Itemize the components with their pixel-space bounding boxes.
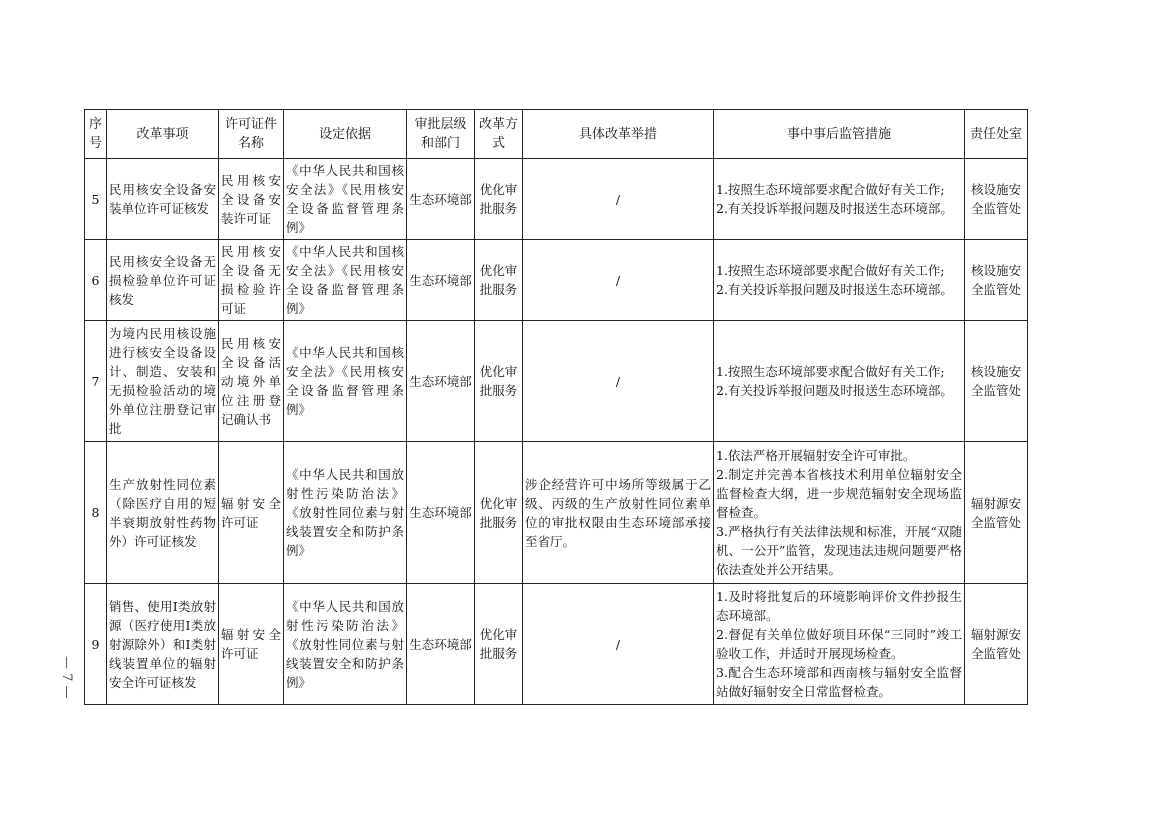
header-measures: 具体改革举措 — [523, 110, 714, 159]
cell-license: 民用核安全设备活动境外单位注册登记确认书 — [219, 321, 284, 442]
supervision-line: 2.制定并完善本省核技术利用单位辐射安全监督检查大纲，进一步规范辐射安全现场监督检查。 — [716, 467, 962, 520]
cell-license: 辐射安全许可证 — [219, 584, 284, 705]
header-basis: 设定依据 — [284, 110, 407, 159]
supervision-line: 1.依法严格开展辐射安全许可审批。 — [716, 448, 916, 463]
table-row — [85, 584, 1028, 705]
cell-level: 生态环境部 — [407, 159, 475, 240]
supervision-line: 1.按照生态环境部要求配合做好有关工作; — [716, 263, 945, 278]
cell-method: 优化审批服务 — [475, 240, 523, 321]
supervision-line: 1.按照生态环境部要求配合做好有关工作; — [716, 182, 945, 197]
cell-license: 民用核安全设备无损检验许可证 — [219, 240, 284, 321]
table-row — [85, 159, 1028, 240]
cell-item: 销售、使用Ⅰ类放射源（医疗使用Ⅰ类放射源除外）和Ⅰ类射线装置单位的辐射安全许可证核发 — [107, 584, 219, 705]
cell-license: 民用核安全设备安装许可证 — [219, 159, 284, 240]
cell-method: 优化审批服务 — [475, 159, 523, 240]
reform-table — [84, 109, 1028, 705]
cell-measures: / — [523, 240, 714, 321]
cell-measures: / — [523, 159, 714, 240]
supervision-line: 1.按照生态环境部要求配合做好有关工作; — [716, 364, 945, 379]
cell-basis: 《中华人民共和国核安全法》《民用核安全设备监督管理条例》 — [284, 240, 407, 321]
header-office: 责任处室 — [965, 110, 1028, 159]
cell-office: 核设施安全监管处 — [965, 321, 1028, 442]
header-method: 改革方式 — [475, 110, 523, 159]
cell-method: 优化审批服务 — [475, 442, 523, 584]
header-supervision: 事中事后监管措施 — [714, 110, 965, 159]
cell-supervision — [714, 321, 965, 442]
page-number: — 7 — — [59, 656, 74, 699]
cell-method: 优化审批服务 — [475, 321, 523, 442]
cell-basis: 《中华人民共和国放射性污染防治法》《放射性同位素与射线装置安全和防护条例》 — [284, 584, 407, 705]
cell-method: 优化审批服务 — [475, 584, 523, 705]
cell-office: 辐射源安全监管处 — [965, 442, 1028, 584]
cell-measures: / — [523, 321, 714, 442]
header-item: 改革事项 — [107, 110, 219, 159]
cell-supervision — [714, 442, 965, 584]
cell-measures: / — [523, 584, 714, 705]
cell-office: 核设施安全监管处 — [965, 240, 1028, 321]
cell-basis: 《中华人民共和国核安全法》《民用核安全设备监督管理条例》 — [284, 321, 407, 442]
cell-level: 生态环境部 — [407, 321, 475, 442]
cell-item: 为境内民用核设施进行核安全设备设计、制造、安装和无损检验活动的境外单位注册登记审批 — [107, 321, 219, 442]
cell-supervision — [714, 159, 965, 240]
supervision-line: 1.及时将批复后的环境影响评价文件抄报生态环境部。 — [716, 589, 962, 623]
cell-office: 核设施安全监管处 — [965, 159, 1028, 240]
cell-item: 生产放射性同位素（除医疗自用的短半衰期放射性药物外）许可证核发 — [107, 442, 219, 584]
header-license: 许可证件名称 — [219, 110, 284, 159]
header-row — [85, 110, 1028, 159]
header-seq: 序号 — [85, 110, 107, 159]
supervision-line: 2.有关投诉举报问题及时报送生态环境部。 — [716, 201, 953, 216]
cell-seq: 9 — [85, 584, 107, 705]
cell-level: 生态环境部 — [407, 584, 475, 705]
cell-basis: 《中华人民共和国核安全法》《民用核安全设备监督管理条例》 — [284, 159, 407, 240]
table-row — [85, 442, 1028, 584]
cell-basis: 《中华人民共和国放射性污染防治法》《放射性同位素与射线装置安全和防护条例》 — [284, 442, 407, 584]
header-level: 审批层级和部门 — [407, 110, 475, 159]
cell-item: 民用核安全设备无损检验单位许可证核发 — [107, 240, 219, 321]
cell-supervision — [714, 584, 965, 705]
supervision-line: 3.严格执行有关法律法规和标准，开展“双随机、一公开”监管，发现违法违规问题要严格依法查处并公开结果。 — [716, 524, 962, 577]
cell-seq: 7 — [85, 321, 107, 442]
supervision-line: 2.有关投诉举报问题及时报送生态环境部。 — [716, 383, 953, 398]
supervision-line: 2.有关投诉举报问题及时报送生态环境部。 — [716, 282, 953, 297]
cell-item: 民用核安全设备安装单位许可证核发 — [107, 159, 219, 240]
cell-supervision — [714, 240, 965, 321]
cell-license: 辐射安全许可证 — [219, 442, 284, 584]
cell-level: 生态环境部 — [407, 442, 475, 584]
supervision-line: 3.配合生态环境部和西南核与辐射安全监督站做好辐射安全日常监督检查。 — [716, 665, 962, 699]
cell-seq: 8 — [85, 442, 107, 584]
supervision-line: 2.督促有关单位做好项目环保“三同时”竣工验收工作，并适时开展现场检查。 — [716, 627, 962, 661]
cell-seq: 5 — [85, 159, 107, 240]
table-row — [85, 321, 1028, 442]
cell-office: 辐射源安全监管处 — [965, 584, 1028, 705]
table-row — [85, 240, 1028, 321]
cell-level: 生态环境部 — [407, 240, 475, 321]
cell-measures: 涉企经营许可中场所等级属于乙级、丙级的生产放射性同位素单位的审批权限由生态环境部承接至省厅。 — [523, 442, 714, 584]
cell-seq: 6 — [85, 240, 107, 321]
